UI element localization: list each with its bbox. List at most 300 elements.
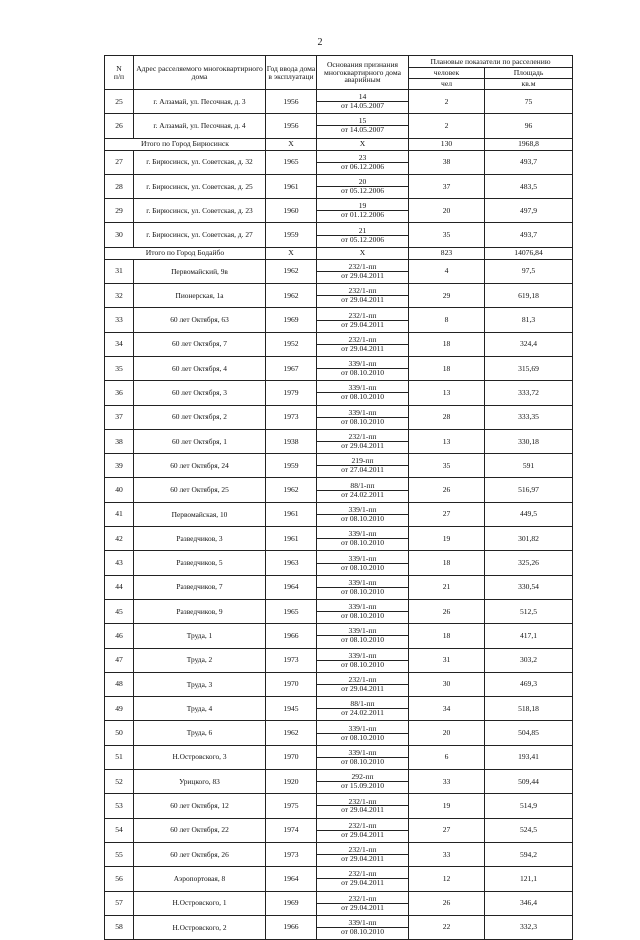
row-area: 594,2 [485, 842, 573, 866]
row-area: 193,41 [485, 745, 573, 769]
row-year: 1964 [266, 575, 317, 599]
basis-date: от 29.04.2011 [341, 343, 384, 353]
row-basis [317, 624, 409, 648]
basis-number: 232/1-пп [317, 333, 408, 345]
basis-cell [317, 333, 408, 356]
total-row [105, 247, 573, 259]
table-row [105, 223, 573, 247]
header-n: N п/п [105, 56, 134, 90]
row-basis [317, 551, 409, 575]
basis-number: 339/1-пп [317, 576, 408, 588]
row-people: 38 [409, 150, 485, 174]
basis-number: 339/1-пп [317, 746, 408, 758]
row-area: 121,1 [485, 867, 573, 891]
page-number: 2 [317, 37, 323, 48]
basis-number: 339/1-пп [317, 916, 408, 928]
row-people: 27 [409, 502, 485, 526]
table-row [105, 405, 573, 429]
row-year: 1961 [266, 527, 317, 551]
basis-date: от 05.12.2006 [340, 234, 385, 244]
row-year: 1952 [266, 332, 317, 356]
row-year: 1962 [266, 478, 317, 502]
row-number: 55 [105, 842, 134, 866]
basis-date: от 29.04.2011 [341, 270, 384, 280]
row-area: 518,18 [485, 697, 573, 721]
basis-number: 232/1-пп [317, 867, 408, 879]
basis-cell [317, 794, 408, 817]
row-number: 30 [105, 223, 134, 247]
header-people-unit: чел [409, 79, 485, 90]
row-area: 514,9 [485, 794, 573, 818]
row-number: 49 [105, 697, 134, 721]
row-address: 60 лет Октября, 12 [134, 794, 266, 818]
row-address: Труда, 6 [134, 721, 266, 745]
total-basis: X [317, 138, 409, 150]
basis-date: от 29.04.2011 [341, 829, 384, 839]
table-row [105, 356, 573, 380]
basis-date: от 29.04.2011 [341, 441, 384, 451]
row-year: 1970 [266, 745, 317, 769]
basis-date: от 29.04.2011 [341, 854, 384, 864]
basis-date: от 08.10.2010 [340, 756, 385, 766]
row-address: г. Бирюсинск, ул. Советская, д. 25 [134, 174, 266, 198]
table-row [105, 114, 573, 138]
basis-number: 232/1-пп [317, 430, 408, 442]
row-people: 35 [409, 223, 485, 247]
table-row [105, 259, 573, 283]
basis-number: 88/1-пп [317, 478, 408, 490]
table-row [105, 551, 573, 575]
row-area: 303,2 [485, 648, 573, 672]
table-row [105, 478, 573, 502]
table-row [105, 308, 573, 332]
basis-cell [317, 478, 408, 501]
basis-number: 232/1-пп [317, 673, 408, 685]
header-area-unit: кв.м [485, 79, 573, 90]
table-row [105, 527, 573, 551]
row-address: Труда, 1 [134, 624, 266, 648]
basis-cell [317, 649, 408, 672]
row-basis [317, 818, 409, 842]
row-area: 493,7 [485, 150, 573, 174]
basis-cell [317, 673, 408, 696]
total-people: 130 [409, 138, 485, 150]
row-number: 32 [105, 284, 134, 308]
row-people: 20 [409, 199, 485, 223]
table-row [105, 915, 573, 939]
basis-date: от 24.02.2011 [341, 708, 384, 718]
row-year: 1965 [266, 599, 317, 623]
row-number: 51 [105, 745, 134, 769]
basis-number: 232/1-пп [317, 843, 408, 855]
basis-date: от 14.05.2007 [340, 125, 385, 135]
row-basis [317, 527, 409, 551]
row-address: Труда, 4 [134, 697, 266, 721]
basis-cell [317, 151, 408, 174]
row-year: 1961 [266, 502, 317, 526]
basis-number: 19 [317, 199, 408, 211]
row-people: 13 [409, 381, 485, 405]
row-number: 50 [105, 721, 134, 745]
header-people: человек [409, 68, 485, 79]
row-area: 330,18 [485, 429, 573, 453]
row-people: 33 [409, 770, 485, 794]
row-number: 47 [105, 648, 134, 672]
row-people: 2 [409, 114, 485, 138]
basis-number: 292-пп [317, 770, 408, 782]
row-address: г. Бирюсинск, ул. Советская, д. 27 [134, 223, 266, 247]
row-year: 1945 [266, 697, 317, 721]
row-people: 6 [409, 745, 485, 769]
table-row [105, 624, 573, 648]
basis-date: от 08.10.2010 [340, 586, 385, 596]
row-area: 301,82 [485, 527, 573, 551]
row-address: Труда, 3 [134, 672, 266, 696]
row-basis [317, 223, 409, 247]
row-people: 26 [409, 891, 485, 915]
row-area: 315,69 [485, 356, 573, 380]
row-basis [317, 405, 409, 429]
row-number: 37 [105, 405, 134, 429]
row-address: 60 лет Октября, 2 [134, 405, 266, 429]
row-area: 497,9 [485, 199, 573, 223]
row-area: 504,85 [485, 721, 573, 745]
row-area: 469,3 [485, 672, 573, 696]
basis-date: от 24.02.2011 [341, 489, 384, 499]
row-number: 39 [105, 454, 134, 478]
row-address: 60 лет Октября, 26 [134, 842, 266, 866]
row-basis [317, 697, 409, 721]
row-number: 33 [105, 308, 134, 332]
row-people: 35 [409, 454, 485, 478]
basis-cell [317, 381, 408, 404]
basis-date: от 15.09.2010 [340, 781, 385, 791]
basis-date: от 29.04.2011 [341, 902, 384, 912]
basis-cell [317, 406, 408, 429]
table-row [105, 721, 573, 745]
row-address: г. Бирюсинск, ул. Советская, д. 23 [134, 199, 266, 223]
basis-number: 232/1-пп [317, 794, 408, 806]
row-number: 42 [105, 527, 134, 551]
basis-cell [317, 503, 408, 526]
basis-cell [317, 454, 408, 477]
row-year: 1959 [266, 454, 317, 478]
basis-number: 339/1-пп [317, 381, 408, 393]
row-year: 1973 [266, 405, 317, 429]
basis-number: 339/1-пп [317, 721, 408, 733]
row-address: г. Алзамай, ул. Песочная, д. 4 [134, 114, 266, 138]
table-row [105, 891, 573, 915]
basis-number: 23 [317, 151, 408, 163]
row-people: 4 [409, 259, 485, 283]
basis-date: от 29.04.2011 [341, 805, 384, 815]
total-label: Итого по Город Бодайбо [105, 247, 266, 259]
basis-cell [317, 90, 408, 113]
row-basis [317, 150, 409, 174]
row-basis [317, 502, 409, 526]
basis-number: 339/1-пп [317, 503, 408, 515]
total-area: 14076,84 [485, 247, 573, 259]
basis-number: 339/1-пп [317, 600, 408, 612]
basis-date: от 08.10.2010 [340, 611, 385, 621]
basis-cell [317, 223, 408, 246]
row-number: 58 [105, 915, 134, 939]
row-address: Первомайский, 9в [134, 259, 266, 283]
row-basis [317, 648, 409, 672]
row-year: 1962 [266, 259, 317, 283]
row-basis [317, 332, 409, 356]
basis-cell [317, 308, 408, 331]
basis-cell [317, 721, 408, 744]
row-basis [317, 308, 409, 332]
row-year: 1970 [266, 672, 317, 696]
row-year: 1938 [266, 429, 317, 453]
row-number: 43 [105, 551, 134, 575]
row-year: 1920 [266, 770, 317, 794]
row-address: г. Алзамай, ул. Песочная, д. 3 [134, 90, 266, 114]
row-people: 29 [409, 284, 485, 308]
row-number: 41 [105, 502, 134, 526]
basis-number: 339/1-пп [317, 551, 408, 563]
row-address: Разведчиков, 9 [134, 599, 266, 623]
row-year: 1974 [266, 818, 317, 842]
row-basis [317, 478, 409, 502]
row-year: 1965 [266, 150, 317, 174]
header-plan: Плановые показатели по расселению [409, 56, 573, 68]
basis-cell [317, 576, 408, 599]
total-year: X [266, 138, 317, 150]
row-year: 1962 [266, 721, 317, 745]
row-address: Н.Островского, 1 [134, 891, 266, 915]
basis-number: 15 [317, 114, 408, 126]
row-area: 330,54 [485, 575, 573, 599]
row-year: 1966 [266, 915, 317, 939]
row-address: Н.Островского, 3 [134, 745, 266, 769]
row-year: 1964 [266, 867, 317, 891]
basis-date: от 29.04.2011 [341, 295, 384, 305]
row-address: 60 лет Октября, 24 [134, 454, 266, 478]
basis-date: от 06.12.2006 [340, 161, 385, 171]
row-number: 57 [105, 891, 134, 915]
basis-date: от 29.04.2011 [341, 878, 384, 888]
basis-cell [317, 624, 408, 647]
basis-cell [317, 697, 408, 720]
row-number: 45 [105, 599, 134, 623]
row-year: 1960 [266, 199, 317, 223]
row-year: 1969 [266, 891, 317, 915]
header-year: Год ввода дома в эксплуатаци [266, 56, 317, 90]
table-row [105, 454, 573, 478]
row-basis [317, 770, 409, 794]
row-basis [317, 174, 409, 198]
row-number: 40 [105, 478, 134, 502]
row-area: 591 [485, 454, 573, 478]
row-address: 60 лет Октября, 7 [134, 332, 266, 356]
basis-number: 232/1-пп [317, 260, 408, 272]
row-basis [317, 259, 409, 283]
table-row [105, 90, 573, 114]
basis-date: от 27.04.2011 [341, 465, 384, 475]
basis-number: 232/1-пп [317, 308, 408, 320]
basis-cell [317, 175, 408, 198]
row-area: 97,5 [485, 259, 573, 283]
row-people: 13 [409, 429, 485, 453]
row-people: 28 [409, 405, 485, 429]
row-year: 1973 [266, 648, 317, 672]
row-basis [317, 90, 409, 114]
row-basis [317, 284, 409, 308]
row-number: 29 [105, 199, 134, 223]
row-number: 38 [105, 429, 134, 453]
row-basis [317, 842, 409, 866]
basis-cell [317, 284, 408, 307]
row-year: 1962 [266, 284, 317, 308]
row-area: 516,97 [485, 478, 573, 502]
basis-cell [317, 600, 408, 623]
row-area: 524,5 [485, 818, 573, 842]
table-row [105, 648, 573, 672]
row-people: 20 [409, 721, 485, 745]
row-number: 54 [105, 818, 134, 842]
table-row [105, 818, 573, 842]
table-body [105, 90, 573, 940]
row-area: 449,5 [485, 502, 573, 526]
basis-date: от 08.10.2010 [340, 926, 385, 936]
basis-number: 88/1-пп [317, 697, 408, 709]
basis-cell [317, 843, 408, 866]
basis-date: от 08.10.2010 [340, 538, 385, 548]
basis-cell [317, 357, 408, 380]
table-row [105, 770, 573, 794]
basis-number: 339/1-пп [317, 406, 408, 418]
row-address: Пионерская, 1а [134, 284, 266, 308]
row-address: 60 лет Октября, 25 [134, 478, 266, 502]
row-people: 37 [409, 174, 485, 198]
row-area: 333,35 [485, 405, 573, 429]
basis-date: от 08.10.2010 [340, 513, 385, 523]
table-row [105, 150, 573, 174]
table-row [105, 867, 573, 891]
table-row [105, 284, 573, 308]
basis-cell [317, 260, 408, 283]
header-basis: Основания признания многоквартирного дома аварийным [317, 56, 409, 90]
row-area: 483,5 [485, 174, 573, 198]
total-area: 1968,8 [485, 138, 573, 150]
row-number: 44 [105, 575, 134, 599]
basis-date: от 08.10.2010 [340, 732, 385, 742]
table-row [105, 381, 573, 405]
row-number: 48 [105, 672, 134, 696]
table-row [105, 842, 573, 866]
basis-date: от 01.12.2006 [340, 210, 385, 220]
row-address: Урицкого, 83 [134, 770, 266, 794]
row-address: Разведчиков, 5 [134, 551, 266, 575]
row-basis [317, 867, 409, 891]
row-number: 28 [105, 174, 134, 198]
basis-date: от 29.04.2011 [341, 319, 384, 329]
table-row [105, 672, 573, 696]
basis-number: 20 [317, 175, 408, 187]
row-address: 60 лет Октября, 63 [134, 308, 266, 332]
total-row [105, 138, 573, 150]
row-area: 509,44 [485, 770, 573, 794]
row-basis [317, 915, 409, 939]
row-number: 56 [105, 867, 134, 891]
basis-date: от 14.05.2007 [340, 101, 385, 111]
table-row [105, 199, 573, 223]
basis-cell [317, 916, 408, 939]
row-number: 26 [105, 114, 134, 138]
row-year: 1963 [266, 551, 317, 575]
row-people: 21 [409, 575, 485, 599]
basis-number: 339/1-пп [317, 624, 408, 636]
row-address: 60 лет Октября, 22 [134, 818, 266, 842]
row-basis [317, 575, 409, 599]
row-basis [317, 356, 409, 380]
row-people: 2 [409, 90, 485, 114]
row-area: 346,4 [485, 891, 573, 915]
row-area: 332,3 [485, 915, 573, 939]
basis-date: от 08.10.2010 [340, 368, 385, 378]
row-basis [317, 721, 409, 745]
row-address: г. Бирюсинск, ул. Советская, д. 32 [134, 150, 266, 174]
basis-number: 232/1-пп [317, 284, 408, 296]
row-year: 1959 [266, 223, 317, 247]
table-row [105, 502, 573, 526]
row-area: 619,18 [485, 284, 573, 308]
row-year: 1973 [266, 842, 317, 866]
basis-cell [317, 430, 408, 453]
row-people: 8 [409, 308, 485, 332]
row-number: 36 [105, 381, 134, 405]
row-basis [317, 454, 409, 478]
row-basis [317, 891, 409, 915]
basis-number: 14 [317, 90, 408, 102]
table-row [105, 332, 573, 356]
row-year: 1979 [266, 381, 317, 405]
row-people: 18 [409, 624, 485, 648]
basis-number: 219-пп [317, 454, 408, 466]
basis-cell [317, 867, 408, 890]
row-year: 1967 [266, 356, 317, 380]
row-number: 52 [105, 770, 134, 794]
row-basis [317, 199, 409, 223]
row-basis [317, 599, 409, 623]
row-address: 60 лет Октября, 1 [134, 429, 266, 453]
row-people: 26 [409, 599, 485, 623]
basis-cell [317, 551, 408, 574]
row-year: 1961 [266, 174, 317, 198]
row-people: 34 [409, 697, 485, 721]
row-address: Разведчиков, 7 [134, 575, 266, 599]
row-area: 333,72 [485, 381, 573, 405]
row-people: 30 [409, 672, 485, 696]
row-address: Разведчиков, 3 [134, 527, 266, 551]
table-row [105, 429, 573, 453]
row-number: 27 [105, 150, 134, 174]
table-row [105, 745, 573, 769]
row-people: 22 [409, 915, 485, 939]
basis-cell [317, 819, 408, 842]
row-people: 12 [409, 867, 485, 891]
basis-cell [317, 746, 408, 769]
row-number: 35 [105, 356, 134, 380]
total-basis: X [317, 247, 409, 259]
row-number: 25 [105, 90, 134, 114]
table-row [105, 697, 573, 721]
basis-cell [317, 199, 408, 222]
total-people: 823 [409, 247, 485, 259]
